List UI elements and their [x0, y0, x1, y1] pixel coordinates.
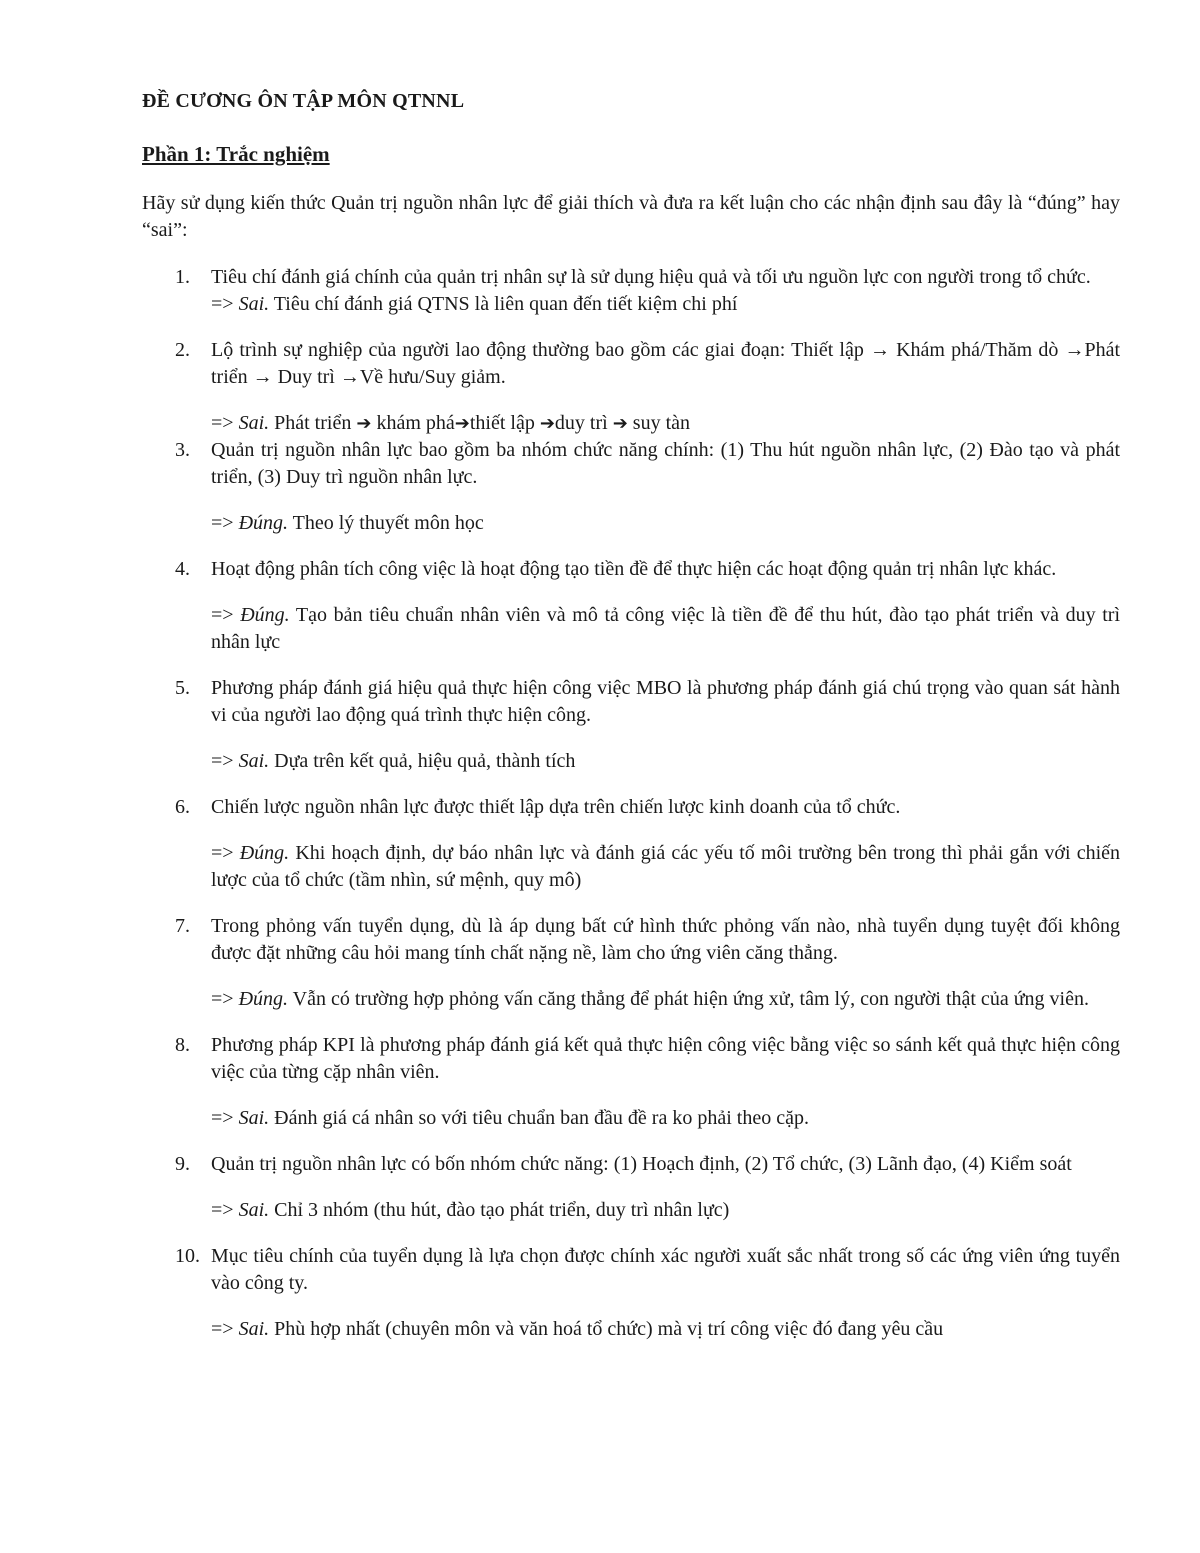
- arrow-icon: ➔: [356, 413, 372, 434]
- answer-verdict: Đúng.: [239, 842, 290, 864]
- item-statement: Lộ trình sự nghiệp của người lao động thường bao gồm các giai đoạn: Thiết lập → Khám phá/Thăm dò →Phát triển → Duy trì →Về hưu/Suy giảm.: [211, 339, 1120, 388]
- item-number: 10.: [175, 1245, 200, 1267]
- answer-explanation: Đánh giá cá nhân so với tiêu chuẩn ban đầu đề ra ko phải theo cặp.: [269, 1107, 809, 1129]
- answer-explanation: Phù hợp nhất (chuyên môn và văn hoá tổ chức) mà vị trí công việc đó đang yêu cầu: [269, 1318, 944, 1340]
- arrow-icon: ➔: [539, 413, 555, 434]
- answer-verdict: Sai.: [238, 1107, 270, 1129]
- intro-paragraph: Hãy sử dụng kiến thức Quản trị nguồn nhân lực để giải thích và đưa ra kết luận cho các nhận định sau đây là “đúng” hay “sai”:: [142, 192, 1120, 241]
- answer-prefix: =>: [211, 988, 239, 1010]
- answer-prefix: =>: [211, 604, 241, 626]
- item-statement: Tiêu chí đánh giá chính của quản trị nhân sự là sử dụng hiệu quả và tối ưu nguồn lực con người trong tổ chức.: [211, 266, 1091, 288]
- list-item: [142, 794, 1120, 894]
- answer-explanation-part: khám phá: [371, 412, 455, 434]
- document-page: [142, 88, 1120, 1362]
- answer-explanation-part: suy tàn: [627, 412, 691, 434]
- item-answer: [211, 1316, 1120, 1343]
- answer-explanation: Tiêu chí đánh giá QTNS là liên quan đến tiết kiệm chi phí: [269, 293, 738, 315]
- answer-explanation-part: Phát triển: [269, 412, 357, 434]
- item-number: 5.: [175, 677, 190, 699]
- item-answer: [211, 602, 1120, 656]
- answer-prefix: =>: [211, 293, 239, 315]
- answer-verdict: Đúng.: [238, 512, 289, 534]
- item-number: 9.: [175, 1153, 190, 1175]
- list-item: [142, 1151, 1120, 1224]
- item-answer: [211, 986, 1120, 1013]
- answer-verdict: Sai.: [238, 293, 270, 315]
- item-statement: Quản trị nguồn nhân lực bao gồm ba nhóm chức năng chính: (1) Thu hút nguồn nhân lực, (2) Đào tạo và phát triển, (3) Duy trì nguồn nhân lực.: [211, 439, 1120, 488]
- answer-verdict: Sai.: [238, 1318, 270, 1340]
- answer-prefix: =>: [211, 512, 239, 534]
- item-number: 3.: [175, 439, 190, 461]
- question-list: [142, 264, 1120, 1343]
- answer-verdict: Đúng.: [238, 988, 289, 1010]
- list-item: [142, 437, 1120, 537]
- item-number: 1.: [175, 266, 190, 288]
- document-title: ĐỀ CƯƠNG ÔN TẬP MÔN QTNNL: [142, 90, 465, 112]
- answer-verdict: Sai.: [238, 412, 270, 434]
- item-answer: [211, 1105, 1120, 1132]
- section-title: Phần 1: Trắc nghiệm: [142, 142, 330, 166]
- list-item: [142, 1032, 1120, 1132]
- answer-verdict: Sai.: [238, 1199, 270, 1221]
- answer-prefix: =>: [211, 1107, 239, 1129]
- item-answer: [211, 840, 1120, 894]
- answer-explanation: Dựa trên kết quả, hiệu quả, thành tích: [269, 750, 576, 772]
- item-answer: [211, 510, 1120, 537]
- answer-explanation: Tạo bản tiêu chuẩn nhân viên và mô tả công việc là tiền đề để thu hút, đào tạo phát triển và duy trì nhân lực: [211, 604, 1120, 653]
- answer-explanation: Khi hoạch định, dự báo nhân lực và đánh giá các yếu tố môi trường bên trong thì phải gắn với chiến lược của tổ chức (tầm nhìn, sứ mệnh, quy mô): [211, 842, 1121, 891]
- list-item: [142, 1243, 1120, 1343]
- list-item: [142, 913, 1120, 1013]
- list-item: [142, 337, 1120, 437]
- item-number: 7.: [175, 915, 190, 937]
- item-number: 8.: [175, 1034, 190, 1056]
- item-number: 2.: [175, 339, 190, 361]
- item-statement: Hoạt động phân tích công việc là hoạt động tạo tiền đề để thực hiện các hoạt động quản trị nhân lực khác.: [211, 558, 1057, 580]
- answer-prefix: =>: [211, 750, 239, 772]
- item-number: 6.: [175, 796, 190, 818]
- item-answer: [211, 291, 1120, 318]
- answer-prefix: =>: [211, 1318, 239, 1340]
- arrow-icon: ➔: [454, 413, 470, 434]
- answer-prefix: =>: [211, 412, 239, 434]
- answer-explanation: Chỉ 3 nhóm (thu hút, đào tạo phát triển, duy trì nhân lực): [269, 1199, 730, 1221]
- list-item: [142, 556, 1120, 656]
- answer-explanation: Vẫn có trường hợp phỏng vấn căng thẳng để phát hiện ứng xử, tâm lý, con người thật của ứng viên.: [288, 988, 1089, 1010]
- item-statement: Phương pháp đánh giá hiệu quả thực hiện công việc MBO là phương pháp đánh giá chú trọng vào quan sát hành vi của người lao động quá trình thực hiện công.: [211, 677, 1120, 726]
- answer-prefix: =>: [211, 842, 240, 864]
- answer-explanation: Theo lý thuyết môn học: [288, 512, 484, 534]
- answer-verdict: Đúng.: [240, 604, 290, 626]
- item-statement: Quản trị nguồn nhân lực có bốn nhóm chức năng: (1) Hoạch định, (2) Tổ chức, (3) Lãnh đạo, (4) Kiểm soát: [211, 1153, 1072, 1175]
- answer-prefix: =>: [211, 1199, 239, 1221]
- item-answer: [211, 410, 1120, 437]
- item-answer: [211, 748, 1120, 775]
- item-number: 4.: [175, 558, 190, 580]
- item-statement: Phương pháp KPI là phương pháp đánh giá kết quả thực hiện công việc bằng việc so sánh kết quả thực hiện công việc của từng cặp nhân viên.: [211, 1034, 1120, 1083]
- answer-verdict: Sai.: [238, 750, 270, 772]
- arrow-icon: ➔: [612, 413, 628, 434]
- item-statement: Mục tiêu chính của tuyển dụng là lựa chọn được chính xác người xuất sắc nhất trong số các ứng viên ứng tuyển vào công ty.: [211, 1245, 1120, 1294]
- list-item: [142, 264, 1120, 318]
- item-answer: [211, 1197, 1120, 1224]
- answer-explanation-part: duy trì: [554, 412, 613, 434]
- item-statement: Trong phỏng vấn tuyển dụng, dù là áp dụng bất cứ hình thức phỏng vấn nào, nhà tuyển dụng tuyệt đối không được đặt những câu hỏi mang tính chất nặng nề, làm cho ứng viên căng thẳng.: [211, 915, 1120, 964]
- item-statement: Chiến lược nguồn nhân lực được thiết lập dựa trên chiến lược kinh doanh của tổ chức.: [211, 796, 901, 818]
- answer-explanation-part: thiết lập: [469, 412, 540, 434]
- list-item: [142, 675, 1120, 775]
